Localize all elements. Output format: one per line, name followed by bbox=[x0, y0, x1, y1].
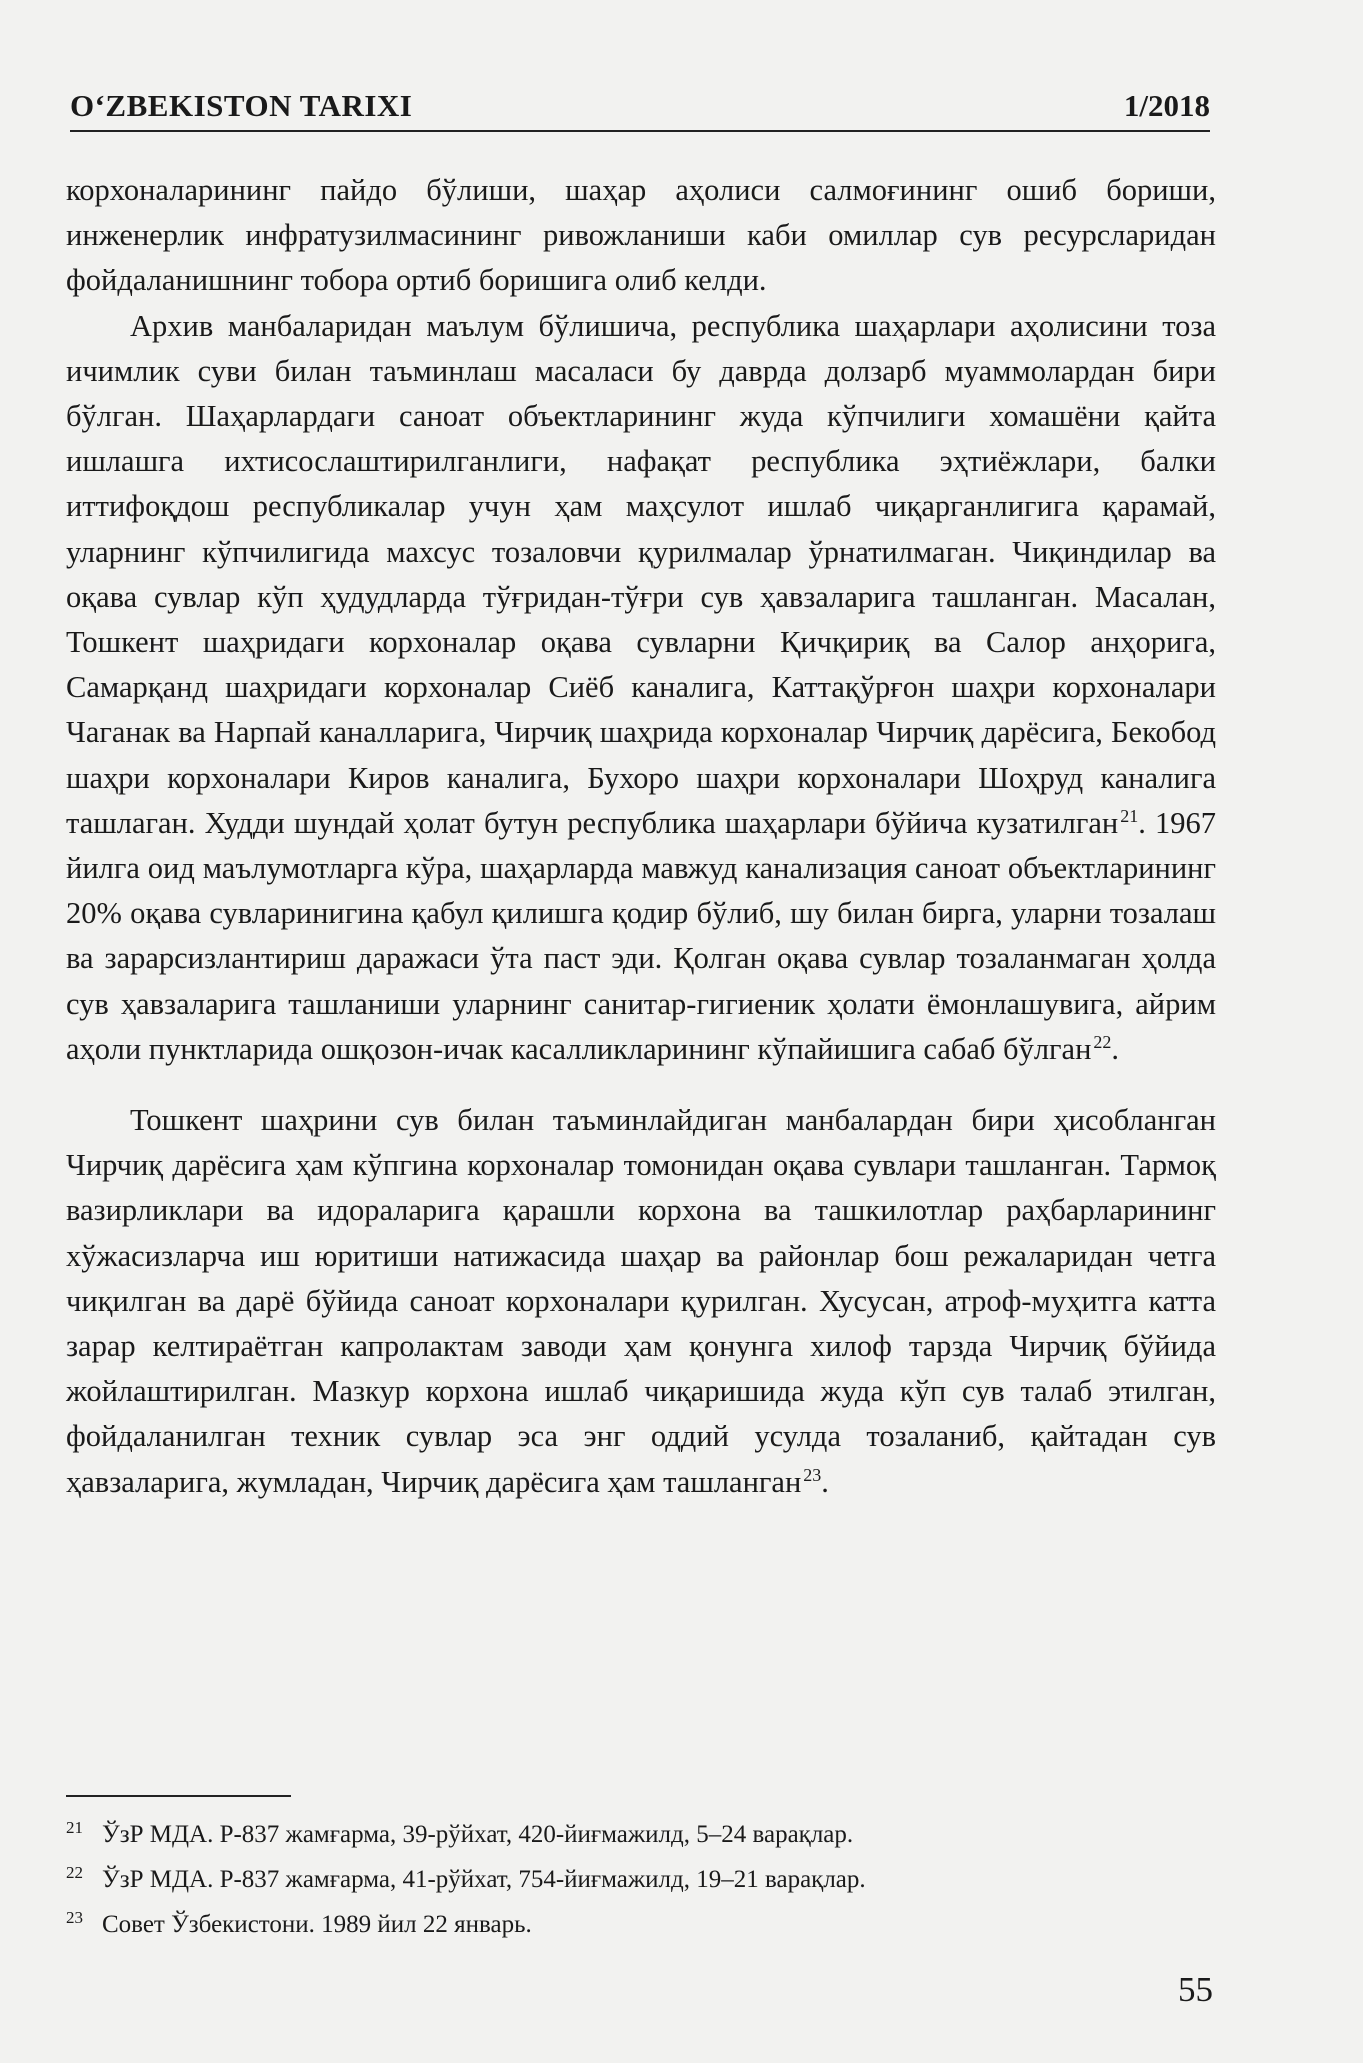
article-body bbox=[66, 168, 1216, 1505]
paragraph-tashkent-chirchiq bbox=[66, 1098, 1216, 1505]
paragraph-2-text: Архив манбаларидан маълум бўлишича, республика шаҳарлари аҳолисини тоза ичимлик суви билан таъминлаш масаласи бу даврда долзарб муаммолардан бири бўлган. Шаҳарлардаги саноат объектларининг жуда кўпчилиги хомашёни қайта ишлашга ихтисослаштирилганлиги, нафақат республика эҳтиёжлари, балки иттифоқдош республикалар учун ҳам маҳсулот ишлаб чиқарганлигига қарамай, уларнинг кўпчилигида махсус тозаловчи қурилмалар ўрнатилмаган. Чиқиндилар ва оқава сувлар кўп ҳудудларда тўғридан-тўғри сув ҳавзаларига ташланган. Масалан, Тошкент шаҳридаги корхоналар оқава сувларни Қичқириқ ва Салор анҳорига, Самарқанд шаҳридаги корхоналар Сиёб каналига, Каттақўрғон шаҳри корхоналари Чаганак ва Нарпай каналларига, Чирчиқ шаҳрида корхоналар Чирчиқ дарёсига, Бекобод шаҳри корхоналари Киров каналига, Бухоро шаҳри корхоналари Шоҳруд каналига ташлаган. Худди шундай ҳолат бутун республика шаҳарлари бўйича кузатилган bbox=[66, 308, 1216, 840]
paragraph-2-tail: . 1967 йилга оид маълумотларга кўра, шаҳарларда мавжуд канализация саноат объектларининг 20% оқава сувларинигина қабул қилишга қодир бўлиб, шу билан бирга, уларни тозалаш ва зарарсизлантириш даражаси ўта паст эди. Қолган оқава сувлар тозаланмаган ҳолда сув ҳавзаларига ташланиши уларнинг санитар-гигиеник ҳолати ёмонлашувига, айрим аҳоли пунктларида ошқозон-ичак касалликларининг кўпайишига сабаб бўлган bbox=[66, 805, 1216, 1066]
issue-number: 1/2018 bbox=[1112, 88, 1210, 124]
footnote-ref-23[interactable]: 23 bbox=[803, 1464, 822, 1485]
paragraph-archive-sources bbox=[66, 304, 1216, 1072]
paragraph-continuation bbox=[66, 168, 1216, 304]
page-number: 55 bbox=[1178, 1970, 1213, 2009]
paragraph-1-text: корхоналарининг пайдо бўлиши, шаҳар аҳолиси салмоғининг ошиб бориши, инженерлик инфратузилмасининг ривожланиши каби омиллар сув ресурсларидан фойдаланишнинг тобора ортиб боришига олиб келди. bbox=[66, 173, 1216, 298]
footnote-ref-22[interactable]: 22 bbox=[1093, 1031, 1112, 1052]
footnote-text: ЎзР МДА. Р-837 жамғарма, 39-рўйхат, 420-йиғмажилд, 5–24 варақлар. bbox=[102, 1821, 854, 1848]
footnote-item: 22 ЎзР МДА. Р-837 жамғарма, 41-рўйхат, 754-йиғмажилд, 19–21 варақлар. bbox=[66, 1862, 866, 1893]
footnote-text: Совет Ўзбекистони. 1989 йил 22 январь. bbox=[102, 1911, 532, 1938]
footnote-item: 23 Совет Ўзбекистони. 1989 йил 22 январь. bbox=[66, 1907, 532, 1938]
paragraph-3-end: . bbox=[821, 1464, 829, 1499]
running-header bbox=[70, 84, 1210, 132]
footnote-divider bbox=[66, 1795, 291, 1797]
footnote-item: 21 ЎзР МДА. Р-837 жамғарма, 39-рўйхат, 420-йиғмажилд, 5–24 варақлар. bbox=[66, 1817, 854, 1848]
paragraph-3-text: Тошкент шаҳрини сув билан таъминлайдиган манбалардан бири ҳисобланган Чирчиқ дарёсига ҳам кўпгина корхоналар томонидан оқава сувлари ташланган. Тармоқ вазирликлари ва идораларига қарашли корхона ва ташкилотлар раҳбарларининг хўжасизларча иш юритиши натижасида шаҳар ва районлар бош режаларидан четга чиқилган ва дарё бўйида саноат корхоналари қурилган. Хусусан, атроф-муҳитга катта зарар келтираётган капролактам заводи ҳам қонунга хилоф тарзда Чирчиқ бўйида жойлаштирилган. Мазкур корхона ишлаб чиқаришида жуда кўп сув талаб этилган, фойдаланилган техник сувлар эса энг оддий усулда тозаланиб, қайтадан сув ҳавзаларига, жумладан, Чирчиқ дарёсига ҳам ташланган bbox=[66, 1103, 1216, 1499]
footnotes bbox=[66, 1812, 1216, 1947]
footnote-ref-21[interactable]: 21 bbox=[1120, 805, 1139, 826]
footnote-text: ЎзР МДА. Р-837 жамғарма, 41-рўйхат, 754-йиғмажилд, 19–21 варақлар. bbox=[102, 1866, 866, 1893]
journal-title: O‘ZBEKISTON TARIXI bbox=[70, 88, 424, 124]
paragraph-2-end: . bbox=[1111, 1031, 1120, 1066]
